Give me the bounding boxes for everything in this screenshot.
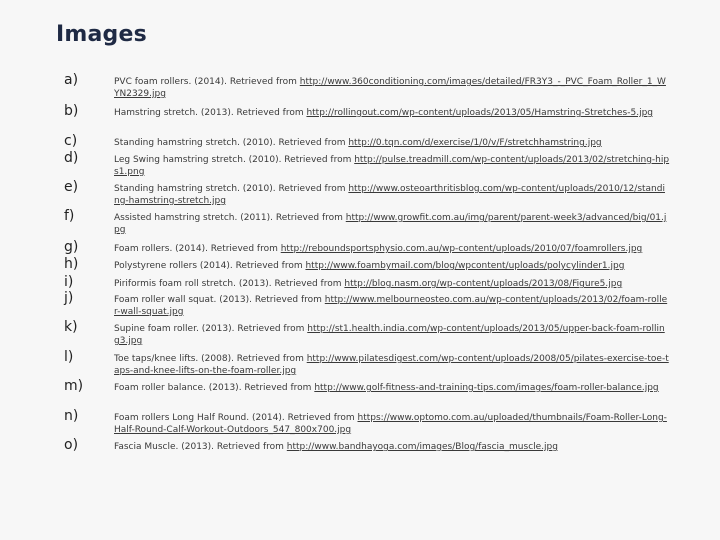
reference-letter: l) bbox=[64, 349, 74, 365]
reference-text bbox=[114, 260, 670, 272]
reference-text bbox=[114, 353, 670, 377]
reference-letter: j) bbox=[64, 290, 74, 306]
reference-link[interactable]: http://www.golf-fitness-and-training-tips.com/images/foam-roller-balance.jpg bbox=[314, 383, 659, 393]
reference-link[interactable]: http://www.osteoarthritisblog.com/wp-content/uploads/2010/12/standing-hamstring-stretch.jpg bbox=[114, 184, 665, 206]
reference-citation: Piriformis foam roll stretch. (2013). Retrieved from bbox=[114, 279, 345, 289]
reference-letter: h) bbox=[64, 256, 79, 272]
reference-link[interactable]: http://www.foambymail.com/blog/wpcontent/uploads/polycylinder1.jpg bbox=[305, 261, 625, 271]
reference-text bbox=[114, 137, 670, 149]
reference-text bbox=[114, 243, 670, 255]
reference-text bbox=[114, 107, 670, 119]
reference-letter: e) bbox=[64, 179, 79, 195]
reference-text bbox=[114, 183, 670, 207]
reference-link[interactable]: http://www.360conditioning.com/images/detailed/FR3Y3_-_PVC_Foam_Roller_1_WYN2329.jpg bbox=[114, 77, 666, 99]
reference-letter: c) bbox=[64, 133, 78, 149]
reference-letter: o) bbox=[64, 437, 79, 453]
reference-letter: b) bbox=[64, 103, 79, 119]
reference-text bbox=[114, 76, 670, 100]
reference-text bbox=[114, 294, 670, 318]
reference-citation: Toe taps/knee lifts. (2008). Retrieved from bbox=[114, 354, 307, 364]
reference-letter: a) bbox=[64, 72, 79, 88]
reference-citation: Foam roller balance. (2013). Retrieved from bbox=[114, 383, 315, 393]
reference-text bbox=[114, 323, 670, 347]
reference-citation: Standing hamstring stretch. (2010). Retrieved from bbox=[114, 184, 349, 194]
reference-text bbox=[114, 412, 670, 436]
reference-link[interactable]: http://pulse.treadmill.com/wp-content/uploads/2013/02/stretching-hips1.png bbox=[114, 155, 670, 177]
reference-letter: f) bbox=[64, 208, 75, 224]
reference-link[interactable]: http://www.melbourneosteo.com.au/wp-content/uploads/2013/02/foam-roller-wall-squat.jpg bbox=[114, 295, 668, 317]
reference-text bbox=[114, 441, 670, 453]
reference-link[interactable]: http://0.tqn.com/d/exercise/1/0/v/F/stretchhamstring.jpg bbox=[348, 138, 602, 148]
reference-citation: Standing hamstring stretch. (2010). Retrieved from bbox=[114, 138, 349, 148]
reference-citation: Foam roller wall squat. (2013). Retrieved from bbox=[114, 295, 325, 305]
reference-citation: Foam rollers Long Half Round. (2014). Retrieved from bbox=[114, 413, 358, 423]
reference-text bbox=[114, 154, 670, 178]
reference-link[interactable]: http://reboundsportsphysio.com.au/wp-content/uploads/2010/07/foamrollers.jpg bbox=[280, 244, 643, 254]
reference-citation: Assisted hamstring stretch. (2011). Retrieved from bbox=[114, 213, 346, 223]
reference-citation: Foam rollers. (2014). Retrieved from bbox=[114, 244, 281, 254]
reference-citation: Hamstring stretch. (2013). Retrieved from bbox=[114, 108, 307, 118]
reference-letter: n) bbox=[64, 408, 79, 424]
reference-link[interactable]: http://blog.nasm.org/wp-content/uploads/2013/08/Figure5.jpg bbox=[344, 279, 623, 289]
reference-citation: Fascia Muscle. (2013). Retrieved from bbox=[114, 442, 287, 452]
reference-text bbox=[114, 382, 670, 394]
reference-letter: k) bbox=[64, 319, 78, 335]
reference-letter: i) bbox=[64, 274, 74, 290]
reference-letter: g) bbox=[64, 239, 79, 255]
reference-citation: Polystyrene rollers (2014). Retrieved from bbox=[114, 261, 306, 271]
reference-letter: d) bbox=[64, 150, 79, 166]
reference-link[interactable]: http://www.growfit.com.au/img/parent/parent-week3/advanced/big/01.jpg bbox=[114, 213, 667, 235]
reference-text bbox=[114, 212, 670, 236]
reference-citation: Leg Swing hamstring stretch. (2010). Retrieved from bbox=[114, 155, 355, 165]
reference-citation: PVC foam rollers. (2014). Retrieved from bbox=[114, 77, 300, 87]
reference-link[interactable]: http://st1.health.india.com/wp-content/uploads/2013/05/upper-back-foam-rolling3.jpg bbox=[114, 324, 665, 346]
reference-link[interactable]: http://rollingout.com/wp-content/uploads/2013/05/Hamstring-Stretches-5.jpg bbox=[306, 108, 653, 118]
reference-letter: m) bbox=[64, 378, 84, 394]
reference-text bbox=[114, 278, 670, 290]
reference-link[interactable]: http://www.pilatesdigest.com/wp-content/uploads/2008/05/pilates-exercise-toe-taps-and-knee-lifts-on-the-foam-roller.jpg bbox=[114, 354, 669, 376]
reference-link[interactable]: https://www.optomo.com.au/uploaded/thumbnails/Foam-Roller-Long-Half-Round-Calf-Workout-Outdoors_547_800x700.jpg bbox=[114, 413, 667, 435]
reference-citation: Supine foam roller. (2013). Retrieved from bbox=[114, 324, 308, 334]
page-title: Images bbox=[56, 22, 147, 47]
reference-link[interactable]: http://www.bandhayoga.com/images/Blog/fascia_muscle.jpg bbox=[286, 442, 558, 452]
